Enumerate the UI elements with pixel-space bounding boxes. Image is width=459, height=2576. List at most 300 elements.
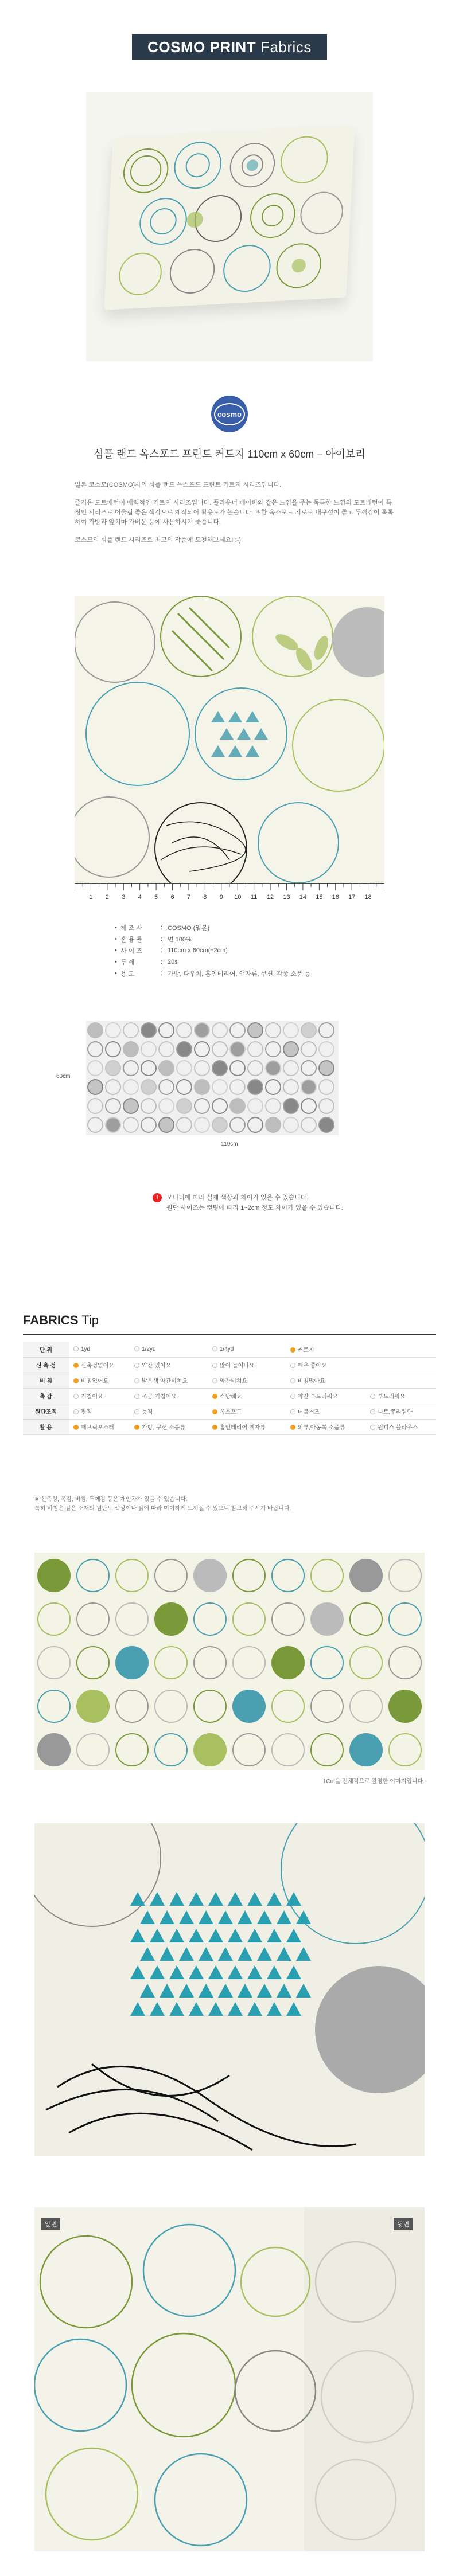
pattern-dot bbox=[194, 1603, 226, 1635]
triangle-motif bbox=[140, 1910, 155, 1924]
pattern-dot bbox=[38, 1647, 70, 1679]
product-title: 심플 랜드 옥스포드 프린트 커트지 110cm x 60cm – 아이보리 bbox=[94, 448, 365, 460]
pattern-dot bbox=[266, 1080, 281, 1094]
pattern-dot bbox=[177, 1061, 192, 1076]
front-side-tag: 앞면 bbox=[41, 2218, 60, 2230]
pattern-dot bbox=[272, 1603, 304, 1635]
triangle-motif bbox=[296, 1984, 311, 1998]
tip-option bbox=[69, 1342, 130, 1357]
pattern-dot bbox=[177, 1042, 192, 1057]
pattern-dot bbox=[123, 1023, 138, 1038]
selected-dot-icon bbox=[73, 1425, 79, 1430]
pattern-dot bbox=[141, 1080, 156, 1094]
brand-name: COSMO PRINT bbox=[147, 38, 256, 56]
fabrics-tip-title bbox=[23, 1313, 99, 1328]
triangle-motif bbox=[189, 1929, 204, 1942]
pattern-dot bbox=[311, 1734, 343, 1766]
tip-option-label: 더블거즈 bbox=[297, 1409, 320, 1416]
pattern-dot bbox=[77, 1690, 109, 1722]
pattern-dot bbox=[248, 1099, 263, 1113]
triangle-motif bbox=[267, 1929, 282, 1942]
pattern-dot bbox=[159, 1099, 174, 1113]
ruler-number: 15 bbox=[316, 894, 323, 901]
tip-option bbox=[286, 1388, 366, 1404]
tip-option bbox=[365, 1342, 436, 1357]
triangle-motif bbox=[208, 1965, 223, 1979]
ruler-number: 2 bbox=[105, 894, 109, 901]
tip-option-label: 니트,쭈리원단 bbox=[378, 1409, 413, 1416]
pattern-dot bbox=[116, 1690, 148, 1722]
triangle-motif bbox=[238, 1910, 252, 1924]
pattern-dot bbox=[116, 1603, 148, 1635]
ruler-number: 17 bbox=[348, 894, 356, 901]
tip-option-label: 홈인테리어,액자류 bbox=[219, 1425, 266, 1431]
tip-row-header: 활 용 bbox=[23, 1419, 69, 1434]
ruler-number: 14 bbox=[299, 894, 307, 901]
unselected-dot-icon bbox=[134, 1409, 139, 1414]
pattern-dot bbox=[141, 1023, 156, 1038]
triangle-motif bbox=[247, 1965, 262, 1979]
triangle-motif bbox=[179, 1910, 194, 1924]
pattern-dot bbox=[283, 1023, 298, 1038]
unselected-dot-icon bbox=[73, 1394, 79, 1399]
ruler-number: 12 bbox=[266, 894, 274, 901]
triangle-motif bbox=[218, 1984, 233, 1998]
pattern-dot bbox=[230, 1042, 245, 1057]
ruler-number: 10 bbox=[234, 894, 242, 901]
tip-row-header: 신 축 성 bbox=[23, 1357, 69, 1373]
tip-note-line: ※ 신축성, 촉감, 비침, 두께감 등은 개인차가 있을 수 있습니다. bbox=[34, 1496, 188, 1503]
tip-option-label: 능직 bbox=[142, 1409, 153, 1416]
tip-option bbox=[286, 1373, 366, 1388]
triangle-motif bbox=[238, 1984, 252, 1998]
unselected-dot-icon bbox=[134, 1378, 139, 1383]
swatch-closeup-image bbox=[75, 596, 384, 883]
tip-option bbox=[208, 1419, 286, 1434]
triangle-motif bbox=[286, 1892, 301, 1906]
tip-row-header: 촉 감 bbox=[23, 1388, 69, 1404]
full-cut-photo bbox=[34, 1553, 425, 1770]
pattern-dot bbox=[248, 1061, 263, 1076]
selected-dot-icon bbox=[212, 1425, 217, 1430]
tip-option-label: 비침많아요 bbox=[297, 1378, 325, 1385]
pattern-dot bbox=[350, 1559, 382, 1592]
pattern-dot bbox=[230, 1023, 245, 1038]
pattern-dot bbox=[350, 1690, 382, 1722]
triangle-motif bbox=[208, 1892, 223, 1906]
photo-caption: 1Cut을 전체적으로 촬영한 이미지입니다. bbox=[322, 1778, 425, 1785]
tip-option bbox=[69, 1404, 130, 1419]
pattern-dot bbox=[141, 1061, 156, 1076]
pattern-dot bbox=[283, 1042, 298, 1057]
pattern-dot bbox=[106, 1099, 120, 1113]
pattern-dot bbox=[301, 1080, 316, 1094]
pattern-dot bbox=[38, 1690, 70, 1722]
pattern-dot bbox=[272, 1734, 304, 1766]
triangle-motif bbox=[140, 1984, 155, 1998]
pattern-dot bbox=[159, 1042, 174, 1057]
pattern-dot bbox=[319, 1099, 334, 1113]
triangle-motif bbox=[189, 2002, 204, 2016]
tip-row bbox=[23, 1342, 436, 1357]
tip-option bbox=[365, 1357, 436, 1373]
triangle-motif bbox=[228, 1929, 243, 1942]
notice-line: 모니터에 따라 실제 색상과 차이가 있을 수 있습니다. bbox=[166, 1194, 309, 1201]
tip-option-label: 약간비쳐요 bbox=[219, 1378, 248, 1385]
brand-header bbox=[132, 34, 327, 60]
pattern-dot bbox=[230, 1080, 245, 1094]
triangle-motif bbox=[169, 2002, 184, 2016]
tip-row-header: 원단조직 bbox=[23, 1404, 69, 1419]
hero-pattern bbox=[104, 126, 355, 310]
tip-option-label: 신축성없어요 bbox=[81, 1363, 114, 1369]
pattern-dot bbox=[212, 1099, 227, 1113]
pattern-dot bbox=[123, 1117, 138, 1132]
pattern-dot bbox=[230, 1117, 245, 1132]
triangle-motif bbox=[267, 1965, 282, 1979]
triangle-motif bbox=[160, 1947, 174, 1961]
pattern-dot bbox=[212, 1061, 227, 1076]
pattern-dot bbox=[77, 1603, 109, 1635]
tip-option-label: 커트지 bbox=[297, 1347, 314, 1354]
pattern-dot bbox=[389, 1690, 421, 1722]
tip-option bbox=[286, 1342, 366, 1357]
pattern-dot bbox=[248, 1080, 263, 1094]
front-back-photo bbox=[34, 2207, 425, 2551]
tip-row bbox=[23, 1388, 436, 1404]
tip-divider bbox=[23, 1334, 436, 1335]
triangle-motif bbox=[257, 1947, 272, 1961]
pattern-dot bbox=[88, 1099, 103, 1113]
pattern-dot bbox=[311, 1647, 343, 1679]
triangle-motif bbox=[208, 1929, 223, 1942]
pattern-dot bbox=[155, 1603, 187, 1635]
unselected-dot-icon bbox=[370, 1394, 375, 1399]
unselected-dot-icon bbox=[212, 1378, 217, 1383]
pattern-dot bbox=[301, 1061, 316, 1076]
triangle-motif bbox=[140, 1947, 155, 1961]
triangle-motif bbox=[257, 1984, 272, 1998]
pattern-dot bbox=[116, 1647, 148, 1679]
pattern-grid bbox=[86, 1021, 339, 1135]
pattern-dot bbox=[123, 1099, 138, 1113]
tip-option-label: 조금 거칠어요 bbox=[142, 1394, 177, 1400]
ruler-number: 1 bbox=[89, 894, 93, 901]
pattern-dot bbox=[88, 1042, 103, 1057]
triangle-motif bbox=[277, 1947, 291, 1961]
pattern-dot bbox=[266, 1061, 281, 1076]
triangle-motif bbox=[218, 1947, 233, 1961]
pattern-dot bbox=[195, 1061, 209, 1076]
triangle-motif bbox=[228, 2002, 243, 2016]
pattern-dot bbox=[233, 1603, 265, 1635]
pattern-dot bbox=[141, 1117, 156, 1132]
pattern-dot bbox=[88, 1061, 103, 1076]
pattern-dot bbox=[233, 1559, 265, 1592]
pattern-dot bbox=[159, 1023, 174, 1038]
pattern-dot bbox=[159, 1061, 174, 1076]
pattern-dot bbox=[283, 1061, 298, 1076]
ruler-number: 11 bbox=[250, 894, 258, 901]
pattern-dot bbox=[230, 1061, 245, 1076]
tip-option bbox=[130, 1419, 208, 1434]
tip-option-label: 1/2yd bbox=[142, 1346, 156, 1353]
ruler bbox=[75, 883, 384, 905]
unselected-dot-icon bbox=[290, 1409, 295, 1414]
spec-row: • 혼 용 률 : 면 100% bbox=[115, 936, 192, 943]
tip-title-rest: Tip bbox=[81, 1313, 99, 1327]
ruler-number: 3 bbox=[122, 894, 126, 901]
pattern-dot bbox=[233, 1734, 265, 1766]
tip-option bbox=[208, 1342, 286, 1357]
logo-text: cosmo bbox=[214, 403, 245, 425]
pattern-dot bbox=[283, 1117, 298, 1132]
pattern-dot bbox=[195, 1080, 209, 1094]
pattern-dot bbox=[155, 1690, 187, 1722]
pattern-dot bbox=[389, 1647, 421, 1679]
pattern-dot bbox=[177, 1099, 192, 1113]
detail-photo bbox=[34, 1823, 425, 2156]
pattern-dot bbox=[155, 1647, 187, 1679]
description-paragraph: 일본 코스모(COSMO)사의 심플 랜드 옥스포드 프린트 커트지 시리즈입니다. bbox=[75, 482, 282, 488]
triangle-motif bbox=[150, 1965, 165, 1979]
back-side-tag: 뒷면 bbox=[394, 2218, 413, 2230]
ruler-number: 7 bbox=[186, 894, 190, 901]
unselected-dot-icon bbox=[290, 1394, 295, 1399]
pattern-dot bbox=[141, 1099, 156, 1113]
unselected-dot-icon bbox=[290, 1378, 295, 1383]
pattern-dot bbox=[106, 1117, 120, 1132]
triangle-motif bbox=[238, 1947, 252, 1961]
pattern-dot bbox=[248, 1023, 263, 1038]
tip-option-label: 평직 bbox=[81, 1409, 92, 1416]
pattern-dot bbox=[195, 1117, 209, 1132]
pattern-dot bbox=[389, 1603, 421, 1635]
pattern-dot bbox=[194, 1690, 226, 1722]
pattern-dot bbox=[319, 1042, 334, 1057]
pattern-dot bbox=[233, 1647, 265, 1679]
triangle-motif bbox=[267, 2002, 282, 2016]
pattern-dot bbox=[38, 1559, 70, 1592]
triangle-motif bbox=[179, 1947, 194, 1961]
tip-option bbox=[69, 1357, 130, 1373]
pattern-dot bbox=[106, 1042, 120, 1057]
cosmo-logo bbox=[211, 396, 248, 432]
tip-note bbox=[34, 1495, 425, 1514]
pattern-dot bbox=[350, 1734, 382, 1766]
ruler-number: 8 bbox=[203, 894, 207, 901]
unselected-dot-icon bbox=[212, 1346, 217, 1351]
folded-fabric bbox=[104, 126, 355, 310]
product-description bbox=[75, 480, 396, 553]
tip-option bbox=[69, 1388, 130, 1404]
triangle-motif bbox=[169, 1929, 184, 1942]
unselected-dot-icon bbox=[212, 1363, 217, 1368]
tip-option bbox=[286, 1419, 366, 1434]
pattern-dot bbox=[319, 1117, 334, 1132]
pattern-dot bbox=[233, 1690, 265, 1722]
tip-row-header: 비 침 bbox=[23, 1373, 69, 1388]
tip-option-label: 약간 부드러워요 bbox=[297, 1394, 339, 1400]
triangle-motif bbox=[286, 2002, 301, 2016]
height-dimension: 60cm bbox=[56, 1073, 71, 1080]
hero-product-image bbox=[86, 92, 373, 361]
full-pattern-image bbox=[86, 1021, 339, 1135]
pattern-dot bbox=[155, 1559, 187, 1592]
selected-dot-icon bbox=[134, 1425, 139, 1430]
tip-option bbox=[69, 1373, 130, 1388]
pattern-dot bbox=[141, 1042, 156, 1057]
triangle-motif bbox=[247, 2002, 262, 2016]
triangle-motif bbox=[228, 1892, 243, 1906]
pattern-dot bbox=[212, 1023, 227, 1038]
selected-dot-icon bbox=[212, 1394, 217, 1399]
ruler-number: 4 bbox=[138, 894, 142, 901]
triangle-motif bbox=[296, 1947, 311, 1961]
triangle-motif bbox=[150, 1929, 165, 1942]
tip-option bbox=[208, 1404, 286, 1419]
tip-option bbox=[286, 1404, 366, 1419]
tip-option bbox=[208, 1357, 286, 1373]
spec-row: • 용 도 : 가방, 파우치, 홈인테리어, 액자류, 쿠션, 각종 소품 등 bbox=[115, 970, 311, 978]
tip-option bbox=[130, 1404, 208, 1419]
triangle-motif bbox=[286, 1929, 301, 1942]
tip-option bbox=[365, 1388, 436, 1404]
pattern-dot bbox=[248, 1117, 263, 1132]
pattern-dot bbox=[272, 1647, 304, 1679]
tip-option-label: 거칠어요 bbox=[81, 1394, 103, 1400]
unselected-dot-icon bbox=[134, 1394, 139, 1399]
pattern-dot bbox=[77, 1647, 109, 1679]
unselected-dot-icon bbox=[290, 1363, 295, 1368]
pattern-dot bbox=[159, 1080, 174, 1094]
triangle-motif bbox=[277, 1910, 291, 1924]
triangle-motif bbox=[160, 1984, 174, 1998]
tip-option-label: 1/4yd bbox=[219, 1346, 234, 1353]
full-cut-pattern bbox=[34, 1553, 425, 1770]
notice bbox=[156, 1193, 344, 1213]
tip-option-label: 옥스포드 bbox=[219, 1409, 242, 1416]
tip-option-label: 밝은색 약간비쳐요 bbox=[142, 1378, 188, 1385]
tip-option-label: 1yd bbox=[81, 1346, 91, 1353]
tip-row bbox=[23, 1357, 436, 1373]
pattern-dot bbox=[38, 1734, 70, 1766]
triangle-motif bbox=[160, 1910, 174, 1924]
notice-line: 원단 사이즈는 컷팅에 따라 1~2cm 정도 차이가 있을 수 있습니다. bbox=[166, 1205, 344, 1211]
pattern-dot bbox=[106, 1023, 120, 1038]
pattern-dot bbox=[88, 1023, 103, 1038]
triangle-motif bbox=[208, 2002, 223, 2016]
triangle-motif bbox=[189, 1965, 204, 1979]
tip-option bbox=[69, 1419, 130, 1434]
pattern-dot bbox=[311, 1559, 343, 1592]
pattern-dot bbox=[266, 1042, 281, 1057]
pattern-dot bbox=[194, 1559, 226, 1592]
triangle-motif bbox=[150, 2002, 165, 2016]
tip-option-label: 원피스,블라우스 bbox=[378, 1425, 418, 1431]
tip-option-label: 의류,아동복,소품류 bbox=[297, 1425, 345, 1431]
triangle-motif bbox=[199, 1910, 213, 1924]
triangle-motif bbox=[169, 1965, 184, 1979]
pattern-dot bbox=[230, 1099, 245, 1113]
spec-row: • 사 이 즈 : 110cm x 60cm(±2cm) bbox=[115, 947, 228, 955]
tip-option-label: 패브릭포스터 bbox=[81, 1425, 114, 1431]
tip-option-label: 비침없어요 bbox=[81, 1378, 109, 1385]
pattern-dot bbox=[301, 1099, 316, 1113]
pattern-dot bbox=[266, 1117, 281, 1132]
pattern-dot bbox=[311, 1690, 343, 1722]
selected-dot-icon bbox=[212, 1409, 217, 1414]
triangle-motif bbox=[199, 1984, 213, 1998]
alert-icon: ! bbox=[153, 1193, 162, 1202]
pattern-dot bbox=[266, 1023, 281, 1038]
ruler-number: 16 bbox=[332, 894, 339, 901]
triangle-motif bbox=[179, 1984, 194, 1998]
pattern-dot bbox=[319, 1061, 334, 1076]
tip-option-label: 많이 늘어나요 bbox=[219, 1363, 255, 1369]
triangle-motif bbox=[257, 1910, 272, 1924]
pattern-dot bbox=[77, 1559, 109, 1592]
pattern-dot bbox=[283, 1080, 298, 1094]
unselected-dot-icon bbox=[73, 1346, 79, 1351]
triangle-motif bbox=[277, 1984, 291, 1998]
pattern-dot bbox=[311, 1603, 343, 1635]
pattern-dot bbox=[194, 1647, 226, 1679]
triangle-motif bbox=[286, 1965, 301, 1979]
ruler-ticks bbox=[75, 884, 384, 893]
triangle-motif bbox=[228, 1965, 243, 1979]
ruler-number: 9 bbox=[219, 894, 223, 901]
tip-option-label: 가방, 쿠션,소품류 bbox=[142, 1425, 186, 1431]
pattern-dot bbox=[123, 1080, 138, 1094]
pattern-dot bbox=[248, 1042, 263, 1057]
pattern-dot bbox=[195, 1023, 209, 1038]
tip-option bbox=[286, 1357, 366, 1373]
pattern-dot bbox=[350, 1603, 382, 1635]
spec-row: • 제 조 사 : COSMO (일본) bbox=[115, 924, 210, 932]
tip-option bbox=[365, 1373, 436, 1388]
unselected-dot-icon bbox=[134, 1346, 139, 1351]
tip-row bbox=[23, 1419, 436, 1434]
front-back-pattern bbox=[34, 2207, 425, 2551]
triangle-motif bbox=[189, 1892, 204, 1906]
pattern-dot bbox=[38, 1603, 70, 1635]
detail-pattern bbox=[34, 1823, 425, 2156]
spec-row: • 두 께 : 20s bbox=[115, 959, 178, 966]
triangle-motif bbox=[169, 1892, 184, 1906]
triangle-motif bbox=[150, 1892, 165, 1906]
pattern-dot bbox=[283, 1099, 298, 1113]
tip-option bbox=[130, 1373, 208, 1388]
pattern-dot bbox=[389, 1559, 421, 1592]
pattern-dot bbox=[212, 1117, 227, 1132]
brand-suffix: Fabrics bbox=[260, 38, 312, 56]
pattern-dot bbox=[272, 1690, 304, 1722]
tip-option-label: 부드러워요 bbox=[378, 1394, 406, 1400]
width-dimension: 110cm bbox=[221, 1141, 238, 1147]
pattern-dot bbox=[195, 1042, 209, 1057]
tip-title-bold: FABRICS bbox=[23, 1313, 79, 1327]
pattern-dot bbox=[177, 1117, 192, 1132]
triangle-motif bbox=[130, 1965, 145, 1979]
pattern-dot bbox=[319, 1023, 334, 1038]
tip-option bbox=[130, 1342, 208, 1357]
triangle-motif bbox=[130, 1929, 145, 1942]
tip-option bbox=[130, 1357, 208, 1373]
selected-dot-icon bbox=[73, 1363, 79, 1368]
tip-option-label: 적당해요 bbox=[219, 1394, 242, 1400]
pattern-dot bbox=[88, 1080, 103, 1094]
